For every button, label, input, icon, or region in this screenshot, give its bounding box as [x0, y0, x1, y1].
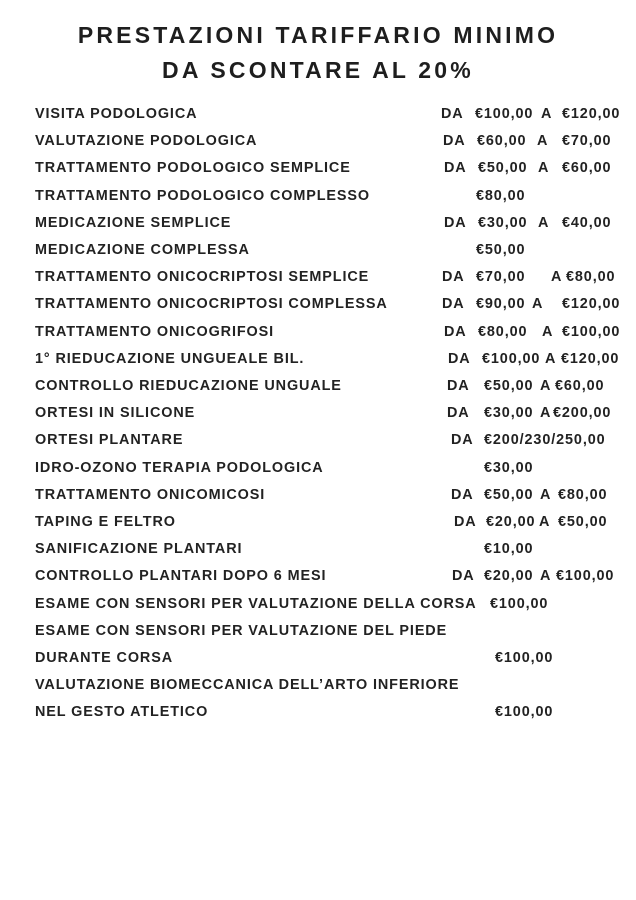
price-from: €100,00 [490, 595, 549, 612]
service-label: SANIFICAZIONE PLANTARI [35, 541, 243, 558]
service-label: VALUTAZIONE BIOMECCANICA DELL’ARTO INFERIORE [35, 677, 460, 694]
price-from: €20,00 [484, 568, 534, 585]
price-from: €50,00 [484, 486, 534, 503]
price-to: €200,00 [553, 405, 612, 422]
range-to-word: A [539, 514, 551, 530]
price-row [0, 351, 636, 373]
service-label: VISITA PODOLOGICA [35, 106, 198, 122]
price-row [0, 623, 636, 645]
page-title-line-1: PRESTAZIONI TARIFFARIO MINIMO [77, 22, 559, 48]
price-from: €30,00 [484, 459, 534, 476]
range-from-word: DA [443, 133, 466, 150]
price-from: €80,00 [476, 187, 526, 204]
price-from: €50,00 [476, 242, 526, 258]
service-label: TRATTAMENTO ONICOMICOSI [35, 486, 266, 503]
range-from-word: DA [451, 432, 474, 449]
range-from-word: DA [448, 350, 471, 367]
price-row [0, 188, 636, 210]
price-row [0, 324, 636, 346]
range-to-word: A [542, 323, 554, 340]
price-to: €80,00 [558, 486, 608, 503]
price-from: €100,00 [475, 106, 534, 122]
service-label: MEDICAZIONE COMPLESSA [35, 242, 250, 258]
service-label: TAPING E FELTRO [35, 514, 176, 530]
price-from: €80,00 [478, 323, 528, 340]
service-label: DURANTE CORSA [35, 650, 174, 666]
range-from-word: DA [442, 296, 465, 313]
price-to: €60,00 [562, 160, 612, 177]
service-label: MEDICAZIONE SEMPLICE [35, 214, 232, 231]
price-row [0, 460, 636, 482]
service-label: TRATTAMENTO PODOLOGICO COMPLESSO [35, 187, 370, 204]
price-from: €70,00 [476, 269, 526, 286]
price-to: €120,00 [562, 106, 621, 122]
price-row [0, 568, 636, 590]
price-from: €100,00 [482, 350, 541, 367]
service-label: ESAME CON SENSORI PER VALUTAZIONE DELLA CORSA [35, 595, 477, 612]
price-from: €60,00 [477, 133, 527, 150]
service-label: ORTESI IN SILICONE [35, 405, 196, 422]
range-to-word: A [551, 269, 563, 286]
service-label: TRATTAMENTO ONICOCRIPTOSI COMPLESSA [35, 296, 388, 313]
price-row [0, 596, 636, 618]
price-row [0, 432, 636, 454]
price-row [0, 133, 636, 155]
range-from-word: DA [452, 568, 475, 585]
price-row [0, 296, 636, 318]
price-row [0, 487, 636, 509]
price-row [0, 704, 636, 726]
price-row [0, 269, 636, 291]
range-from-word: DA [454, 514, 477, 530]
price-to: €80,00 [566, 269, 616, 286]
price-row [0, 378, 636, 400]
range-to-word: A [540, 378, 552, 394]
price-row [0, 242, 636, 264]
service-label: TRATTAMENTO ONICOGRIFOSI [35, 323, 275, 340]
service-label: ORTESI PLANTARE [35, 432, 184, 449]
service-label: NEL GESTO ATLETICO [35, 704, 209, 721]
price-to: €40,00 [562, 214, 612, 231]
price-from: €100,00 [495, 650, 554, 666]
range-to-word: A [540, 568, 552, 585]
price-row [0, 650, 636, 672]
range-to-word: A [532, 296, 544, 313]
service-label: TRATTAMENTO ONICOCRIPTOSI SEMPLICE [35, 269, 370, 286]
price-to: €100,00 [562, 323, 621, 340]
price-from: €200/230/250,00 [484, 432, 606, 449]
range-to-word: A [537, 133, 549, 150]
range-to-word: A [540, 405, 552, 422]
price-from: €30,00 [478, 214, 528, 231]
service-label: IDRO-OZONO TERAPIA PODOLOGICA [35, 459, 324, 476]
price-row [0, 677, 636, 699]
price-to: €100,00 [556, 568, 615, 585]
range-from-word: DA [451, 486, 474, 503]
range-to-word: A [540, 486, 552, 503]
service-label: VALUTAZIONE PODOLOGICA [35, 133, 258, 150]
range-from-word: DA [444, 323, 467, 340]
price-from: €30,00 [484, 405, 534, 422]
service-label: CONTROLLO RIEDUCAZIONE UNGUALE [35, 378, 342, 394]
price-to: €120,00 [561, 350, 620, 367]
price-from: €50,00 [478, 160, 528, 177]
price-to: €70,00 [562, 133, 612, 150]
price-to: €50,00 [558, 514, 608, 530]
price-row [0, 215, 636, 237]
price-from: €50,00 [484, 378, 534, 394]
range-from-word: DA [447, 378, 470, 394]
price-row [0, 160, 636, 182]
service-label: 1° RIEDUCAZIONE UNGUEALE BIL. [35, 350, 305, 367]
range-from-word: DA [441, 106, 464, 122]
service-label: TRATTAMENTO PODOLOGICO SEMPLICE [35, 160, 351, 177]
page-title-line-2: DA SCONTARE AL 20% [162, 57, 474, 83]
range-from-word: DA [444, 160, 467, 177]
service-label: ESAME CON SENSORI PER VALUTAZIONE DEL PIEDE [35, 622, 448, 639]
price-to: €120,00 [562, 296, 621, 313]
range-to-word: A [541, 106, 553, 122]
service-label: CONTROLLO PLANTARI DOPO 6 MESI [35, 568, 327, 585]
range-to-word: A [538, 160, 550, 177]
price-row [0, 541, 636, 563]
price-from: €100,00 [495, 704, 554, 721]
range-from-word: DA [447, 405, 470, 422]
price-row [0, 405, 636, 427]
range-from-word: DA [442, 269, 465, 286]
range-from-word: DA [444, 214, 467, 231]
range-to-word: A [538, 214, 550, 231]
range-to-word: A [545, 350, 557, 367]
price-row [0, 106, 636, 128]
price-row [0, 514, 636, 536]
price-from: €90,00 [476, 296, 526, 313]
price-to: €60,00 [555, 378, 605, 394]
price-from: €10,00 [484, 541, 534, 558]
price-from: €20,00 [486, 514, 536, 530]
